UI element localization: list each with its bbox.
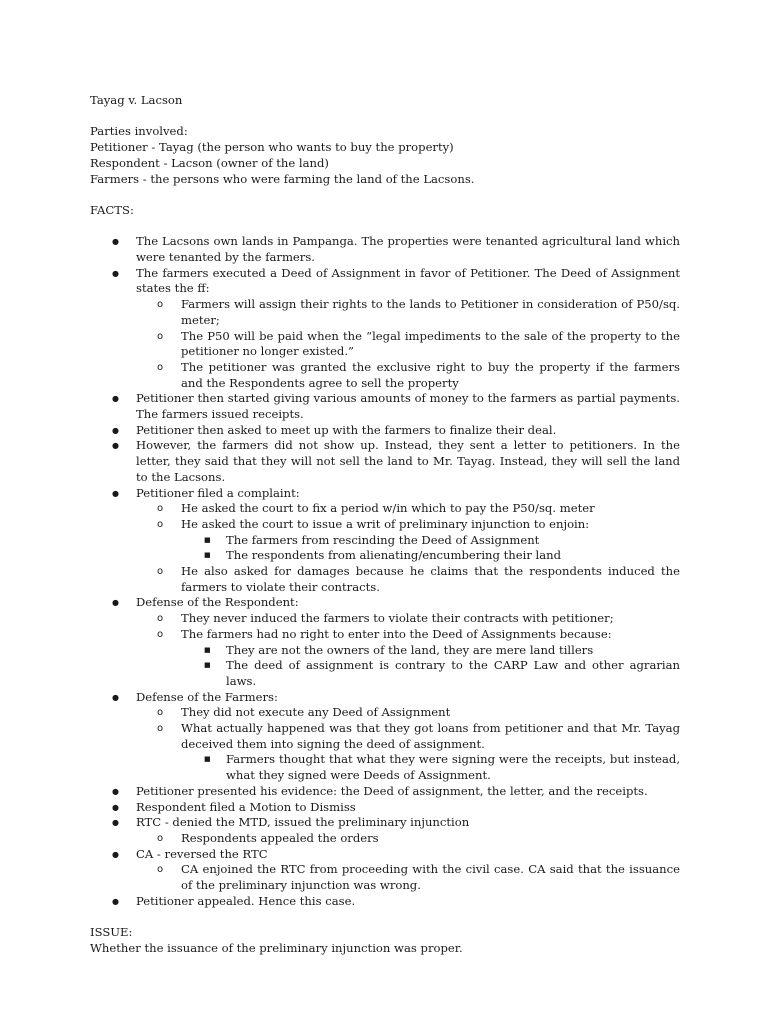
list-item: o He asked the court to fix a period w/in which to pay the P50/sq. meter: [157, 501, 595, 516]
document-page: [90, 93, 680, 957]
bullet-marker: ■: [204, 661, 211, 670]
bullet-marker: ●: [112, 237, 119, 247]
list-item: ● Respondent filed a Motion to Dismiss: [112, 799, 356, 814]
list-item: o The P50 will be paid when the “legal impediments to the sale of the property to the petitioner no longer existed.”: [157, 328, 680, 359]
list-item: ● However, the farmers did not show up. Instead, they sent a letter to petitioners. In the letter, they said that they will not sell the land to Mr. Tayag. Instead, they will sell the land to the Lacsons.: [112, 438, 680, 484]
bullet-marker: o: [157, 864, 164, 876]
bullet-marker: o: [157, 833, 164, 844]
bullet-marker: o: [157, 613, 164, 625]
bullet-marker: ■: [204, 551, 211, 560]
bullet-marker: o: [157, 707, 164, 719]
list-item: ● Petitioner then started giving various amounts of money to the farmers as partial payments. The farmers issued receipts.: [112, 391, 680, 422]
party-petitioner: Petitioner - Tayag (the person who wants to buy the property): [90, 140, 454, 155]
list-item: o He also asked for damages because he claims that the respondents induced the farmers to violate their contracts.: [157, 564, 680, 594]
list-item: ■ The deed of assignment is contrary to the CARP Law and other agrarian laws.: [204, 658, 680, 688]
list-item: ■ They are not the owners of the land, they are mere land tillers: [204, 642, 594, 657]
bullet-marker: ■: [204, 755, 211, 764]
list-item: ● Petitioner filed a complaint: o He asked the court to fix a period w/in which to pay the P50/sq. meter o He asked the court to issue a writ of preliminary injunction to enjoin: ■ The farmers from rescinding the Deed of Assignment ■ The respondents from alienating/encumbering their land o He also asked for damages because he claims that the respondents induced the farmers to violate their contracts.: [112, 485, 680, 594]
list-item: ● Petitioner appealed. Hence this case.: [112, 893, 356, 908]
sub-list: [136, 501, 680, 595]
sub-sub-list: [181, 533, 680, 564]
list-item: ● RTC - denied the MTD, issued the preliminary injunction o Respondents appealed the orders: [90, 815, 680, 846]
bullet-marker: o: [157, 503, 164, 515]
sub-list: [136, 862, 680, 893]
facts-heading: FACTS:: [90, 202, 134, 217]
bullet-marker: o: [157, 330, 164, 342]
list-item: o He asked the court to issue a writ of preliminary injunction to enjoin: ■ The farmers from rescinding the Deed of Assignment ■ The respondents from alienating/encumbering their land: [136, 517, 680, 564]
list-item: ● CA - reversed the RTC o CA enjoined the RTC from proceeding with the civil case. CA said that the issuance of the preliminary injunction was wrong.: [112, 846, 680, 893]
bullet-marker: ●: [112, 818, 119, 828]
bullet-marker: ●: [112, 849, 119, 859]
list-item: o Respondents appealed the orders: [157, 831, 379, 845]
bullet-marker: ■: [204, 645, 211, 654]
bullet-marker: o: [157, 361, 164, 373]
list-item: ● Defense of the Farmers: o They did not execute any Deed of Assignment o What actually happened was that they got loans from petitioner and that Mr. Tayag deceived them into signing the deed of assignment. ■ Farmers thought that what they were signing were the receipts, but instead, what they signed were Deeds of Assignment.: [112, 689, 680, 783]
bullet-marker: ●: [112, 598, 119, 608]
list-item: o CA enjoined the RTC from proceeding with the civil case. CA said that the issuance of the preliminary injunction was wrong.: [157, 862, 680, 893]
issue-heading: ISSUE:: [90, 925, 133, 940]
sub-list: [136, 705, 680, 784]
list-item: ● The Lacsons own lands in Pampanga. The properties were tenanted agricultural land which were tenanted by the farmers.: [112, 234, 680, 264]
list-item: o Farmers will assign their rights to the lands to Petitioner in consideration of P50/sq. meter;: [157, 297, 680, 327]
bullet-marker: o: [157, 628, 164, 640]
bullet-marker: ●: [112, 802, 119, 812]
bullet-marker: ●: [112, 692, 119, 702]
bullet-marker: ●: [112, 425, 119, 435]
sub-sub-list: [181, 752, 680, 783]
bullet-marker: ●: [112, 896, 119, 906]
bullet-marker: o: [157, 723, 164, 735]
list-item: o The petitioner was granted the exclusive right to buy the property if the farmers and the Respondents agree to sell the property: [157, 359, 680, 390]
list-item: o The farmers had no right to enter into the Deed of Assignments because: ■ They are not the owners of the land, they are mere land tillers ■ The deed of assignment is contrary to the CARP Law and other agrarian laws.: [157, 626, 680, 688]
bullet-marker: ■: [204, 535, 211, 544]
bullet-marker: ●: [112, 488, 119, 498]
list-item: ● The farmers executed a Deed of Assignment in favor of Petitioner. The Deed of Assignment states the ff: o Farmers will assign their rights to the lands to Petitioner in consideration of P50/sq. meter; o The P50 will be paid when the “legal impediments to the sale of the property to the petitioner no longer existed.” o The petitioner was granted the exclusive right to buy the property if the farmers and the Respondents agree to sell the property: [112, 265, 680, 390]
bullet-marker: ●: [112, 441, 119, 451]
case-title: Tayag v. Lacson: [90, 93, 183, 107]
sub-list: [136, 297, 680, 391]
party-farmers: Farmers - the persons who were farming the land of the Lacsons.: [90, 171, 475, 186]
list-item: ● Defense of the Respondent: o They never induced the farmers to violate their contracts with petitioner; o The farmers had no right to enter into the Deed of Assignments because: ■ They are not the owners of the land, they are mere land tillers ■ The deed of assignment is contrary to the CARP Law and other agrarian laws.: [112, 595, 680, 688]
list-item: o They did not execute any Deed of Assignment: [157, 705, 451, 720]
bullet-marker: ●: [112, 786, 119, 796]
bullet-marker: o: [157, 518, 164, 530]
facts-list: [90, 234, 680, 909]
parties-heading: Parties involved:: [90, 124, 188, 139]
list-item: ● Petitioner then asked to meet up with the farmers to finalize their deal.: [112, 422, 557, 437]
issue-text: Whether the issuance of the preliminary injunction was proper.: [90, 940, 463, 955]
list-item: ■ Farmers thought that what they were signing were the receipts, but instead, what they signed were Deeds of Assignment.: [204, 752, 680, 783]
list-item: o What actually happened was that they got loans from petitioner and that Mr. Tayag deceived them into signing the deed of assignment. ■ Farmers thought that what they were signing were the receipts, but instead, what they signed were Deeds of Assignment.: [157, 721, 680, 783]
sub-list: [136, 611, 680, 690]
list-item: o They never induced the farmers to violate their contracts with petitioner;: [157, 611, 614, 626]
sub-sub-list: [181, 643, 680, 690]
bullet-marker: ●: [112, 268, 119, 278]
list-item: ■ The respondents from alienating/encumbering their land: [204, 548, 562, 563]
bullet-marker: o: [157, 299, 164, 311]
bullet-marker: o: [157, 566, 164, 578]
party-respondent: Respondent - Lacson (owner of the land): [90, 155, 329, 170]
list-item: ● Petitioner presented his evidence: the Deed of assignment, the letter, and the receipts.: [112, 783, 648, 798]
bullet-marker: ●: [112, 394, 119, 404]
sub-list: [136, 831, 680, 847]
list-item: ■ The farmers from rescinding the Deed of Assignment: [204, 532, 540, 547]
